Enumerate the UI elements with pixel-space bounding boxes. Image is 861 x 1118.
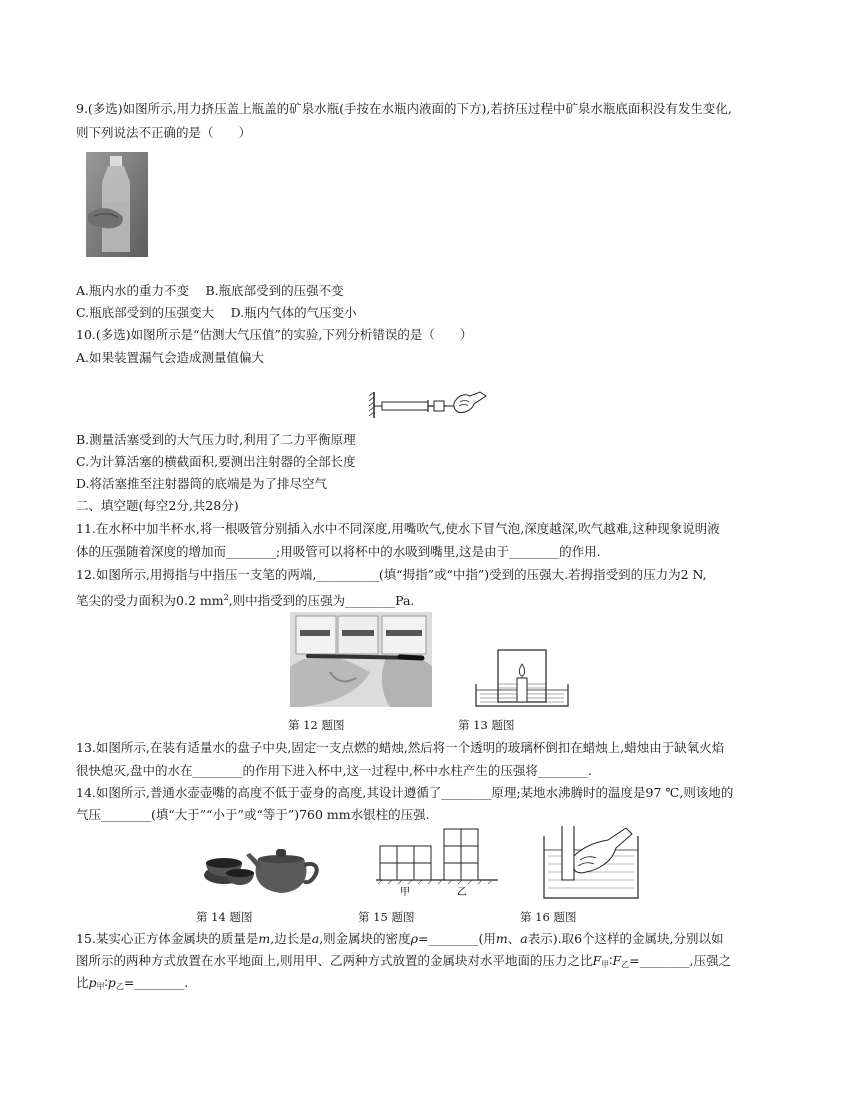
q10-option-b: B.测量活塞受到的大气压力时,利用了二力平衡原理 bbox=[76, 432, 356, 447]
q15-var-a-2: a bbox=[520, 931, 528, 946]
q15-var-m-2: m bbox=[495, 931, 508, 946]
q15-ratio-colon: ∶ bbox=[609, 953, 613, 968]
caption-fig-16: 第 16 题图 bbox=[520, 910, 577, 924]
block-label-jia: 甲 bbox=[400, 887, 410, 898]
q9-options-ab: A.瓶内水的重力不变 B.瓶底部受到的压强不变 bbox=[76, 283, 344, 298]
q15-text-4: =________(用 bbox=[418, 931, 496, 946]
q15-text-7: 图所示的两种方式放置在水平地面上,则用甲、乙两种方式放置的金属块对水平地面的压力之比 bbox=[76, 953, 593, 968]
q9-stem-line1: 9.(多选)如图所示,用力挤压盖上瓶盖的矿泉水瓶(手按在水瓶内液面的下方),若挤压过程中矿泉水瓶底面积没有发生变化, bbox=[76, 101, 732, 116]
q12-line2-part2: ,则中指受到的压强为________Pa. bbox=[228, 593, 415, 609]
q10-option-a: A.如果装置漏气会造成测量值偏大 bbox=[76, 350, 265, 365]
q14-line2: 气压________(填“大于”“小于”或“等于”)760 mm水银柱的压强. bbox=[76, 807, 430, 822]
teapot-photo bbox=[202, 829, 322, 899]
q15-text-1: 15.某实心正方体金属块的质量是 bbox=[76, 931, 259, 946]
q12-unit-exponent: 2 bbox=[223, 593, 229, 602]
q13-line1: 13.如图所示,在装有适量水的盘子中央,固定一支点燃的蜡烛,然后将一个透明的玻璃杯倒扣在蜡烛上,蜡烛由于缺氧火焰 bbox=[76, 740, 725, 755]
q12-line2 bbox=[76, 589, 414, 609]
metal-blocks-arrangement-figure bbox=[374, 826, 500, 898]
q9-options-cd: C.瓶底部受到的压强变大 D.瓶内气体的气压变小 bbox=[76, 305, 357, 320]
q15-var-a: a bbox=[311, 931, 320, 946]
q15-line1 bbox=[76, 930, 724, 947]
q15-var-F: F bbox=[592, 953, 602, 968]
caption-fig-14: 第 14 题图 bbox=[196, 910, 253, 924]
q15-var-F-2: F bbox=[612, 953, 622, 968]
q15-text-2: ,边长是 bbox=[270, 931, 312, 946]
q13-line2: 很快熄灭,盘中的水在________的作用下进入杯中,这一过程中,杯中水柱产生的压强将________. bbox=[76, 763, 592, 778]
q15-sub-jia-2: 甲 bbox=[96, 982, 105, 991]
q15-line3 bbox=[76, 974, 188, 995]
q12-line2-part1: 笔尖的受力面积为0.2 mm bbox=[76, 593, 224, 609]
syringe-experiment-figure bbox=[368, 388, 490, 422]
q11-line2: 体的压强随着深度的增加而________;用吸管可以将杯中的水吸到嘴里,这是由于________的作用. bbox=[76, 544, 601, 559]
hand-in-water-figure bbox=[540, 826, 642, 900]
q12-line1: 12.如图所示,用拇指与中指压一支笔的两端,__________(填“拇指”或“中指”)受到的压强大.若拇指受到的压力为2 N, bbox=[76, 567, 707, 582]
q15-text-8: =________,压强之 bbox=[629, 953, 732, 968]
q15-var-m: m bbox=[258, 931, 271, 946]
bottle-squeeze-photo bbox=[86, 152, 148, 257]
q15-sub-yi: 乙 bbox=[621, 960, 630, 969]
caption-fig-15: 第 15 题图 bbox=[358, 910, 415, 924]
candle-glass-figure bbox=[474, 648, 570, 708]
q15-sub-jia: 甲 bbox=[601, 960, 610, 969]
q15-ratio-colon-2: ∶ bbox=[104, 975, 108, 990]
pen-pressing-photo bbox=[290, 612, 432, 707]
q15-var-rho: ρ bbox=[410, 931, 419, 946]
q10-stem: 10.(多选)如图所示是“估测大气压值”的实验,下列分析错误的是（ ） bbox=[76, 327, 473, 342]
q15-text-9: 比 bbox=[76, 975, 89, 990]
q15-sub-yi-2: 乙 bbox=[115, 982, 124, 991]
caption-fig-12: 第 12 题图 bbox=[288, 718, 345, 732]
q9-stem-line2: 则下列说法不正确的是（ ） bbox=[76, 125, 252, 140]
q15-text-3: ,则金属块的密度 bbox=[319, 931, 411, 946]
q15-text-10: =________. bbox=[123, 975, 189, 990]
section-heading-fill-in: 二、填空题(每空2分,共28分) bbox=[76, 498, 239, 513]
q15-text-6: 表示).取6个这样的金属块,分别以如 bbox=[527, 931, 724, 946]
q15-var-p: p bbox=[88, 975, 97, 990]
q15-text-5: 、 bbox=[507, 931, 521, 946]
q15-line2 bbox=[76, 952, 731, 973]
caption-fig-13: 第 13 题图 bbox=[458, 718, 515, 732]
block-label-yi: 乙 bbox=[457, 887, 467, 898]
q14-line1: 14.如图所示,普通水壶壶嘴的高度不低于壶身的高度,其设计遵循了________原理;某地水沸腾时的温度是97 ℃,则该地的 bbox=[76, 785, 734, 800]
q15-var-p-2: p bbox=[107, 975, 116, 990]
q11-line1: 11.在水杯中加半杯水,将一根吸管分别插入水中不同深度,用嘴吹气,使水下冒气泡,深度越深,吹气越难,这种现象说明液 bbox=[76, 521, 720, 536]
q10-option-d: D.将活塞推至注射器筒的底端是为了排尽空气 bbox=[76, 476, 328, 491]
q10-option-c: C.为计算活塞的横截面积,要测出注射器的全部长度 bbox=[76, 454, 356, 469]
